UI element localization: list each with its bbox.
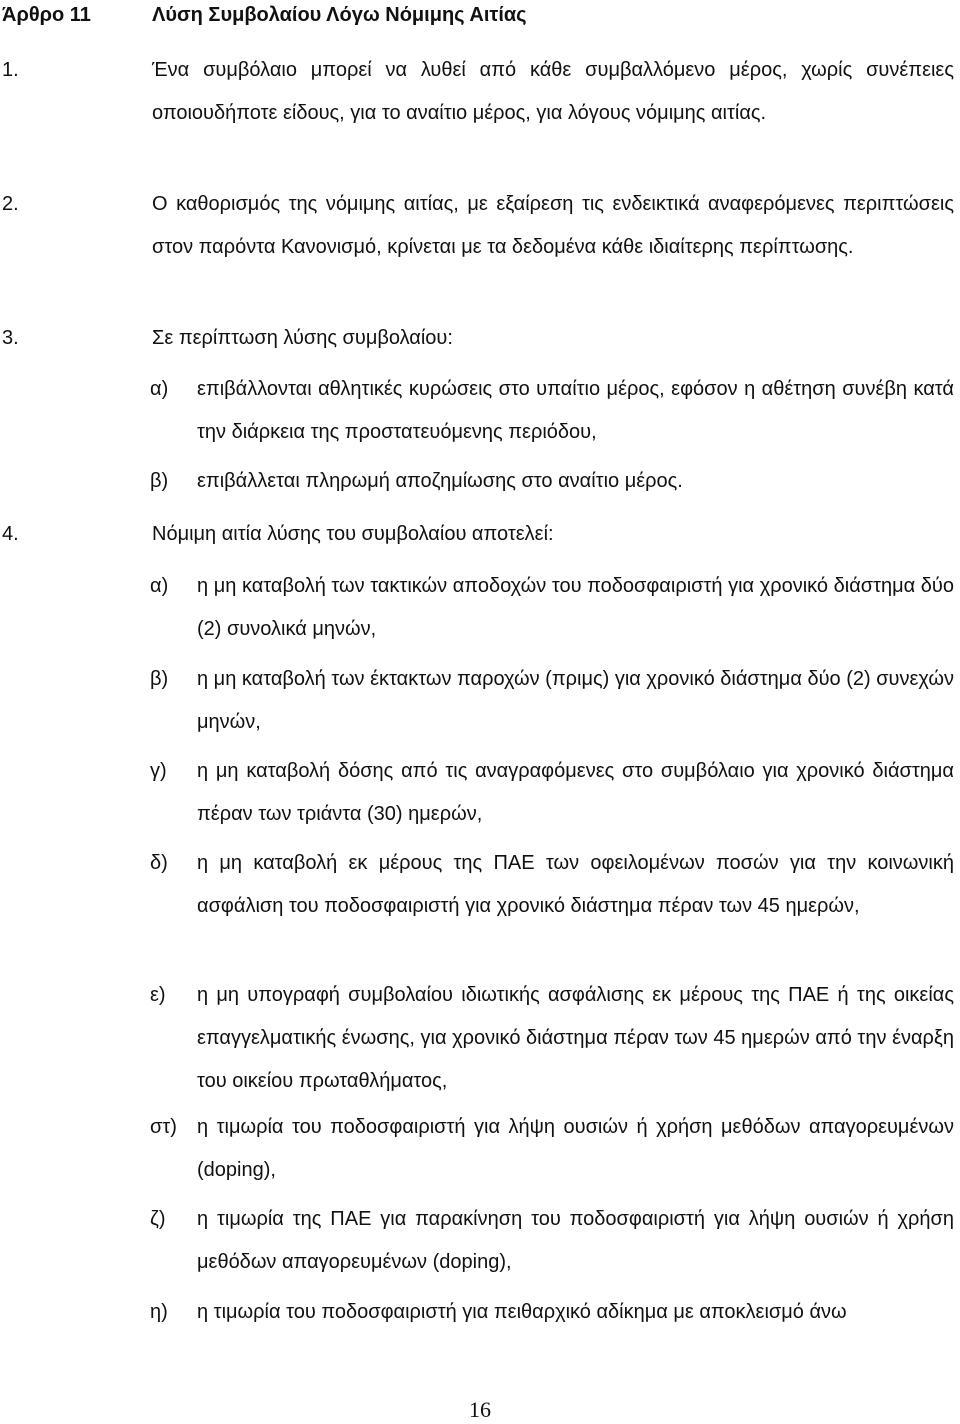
list-item-text: η μη καταβολή των τακτικών αποδοχών του ποδοσφαιριστή για χρονικό διάστημα δύο (2) συνολικά μηνών, bbox=[197, 575, 954, 640]
list-item bbox=[150, 974, 954, 1103]
list-item bbox=[150, 842, 954, 928]
list-item-text: η τιμωρία του ποδοσφαιριστή για λήψη ουσιών ή χρήση μεθόδων απαγορευμένων (doping), bbox=[197, 1116, 954, 1181]
list-item-marker: γ) bbox=[150, 760, 167, 782]
paragraph-text: Σε περίπτωση λύσης συμβολαίου: bbox=[152, 327, 453, 349]
list-item-marker: δ) bbox=[150, 852, 168, 874]
list-item-text: επιβάλλονται αθλητικές κυρώσεις στο υπαίτιο μέρος, εφόσον η αθέτηση συνέβη κατά την διάρκεια της προστατευόμενης περιόδου, bbox=[197, 378, 954, 443]
list-item bbox=[150, 750, 954, 836]
paragraph-text: Ένα συμβόλαιο μπορεί να λυθεί από κάθε συμβαλλόμενο μέρος, χωρίς συνέπειες οποιουδήποτε είδους, για το αναίτιο μέρος, για λόγους νόμιμης αιτίας. bbox=[152, 59, 954, 124]
list-item-marker: α) bbox=[150, 378, 169, 400]
list-item bbox=[150, 1198, 954, 1284]
list-item bbox=[150, 658, 954, 744]
list-item-marker: β) bbox=[150, 470, 169, 492]
list-item bbox=[150, 368, 954, 454]
list-item-marker: ε) bbox=[150, 984, 166, 1006]
paragraph-2 bbox=[2, 183, 954, 269]
paragraph-number: 1. bbox=[2, 59, 19, 81]
paragraph-3 bbox=[2, 317, 954, 360]
paragraph-text: Ο καθορισμός της νόμιμης αιτίας, με εξαίρεση τις ενδεικτικά αναφερόμενες περιπτώσεις στον παρόντα Κανονισμό, κρίνεται με τα δεδομένα κάθε ιδιαίτερης περίπτωσης. bbox=[152, 193, 954, 258]
list-item-text: επιβάλλεται πληρωμή αποζημίωσης στο αναίτιο μέρος. bbox=[197, 470, 683, 492]
list-item-marker: στ) bbox=[150, 1116, 177, 1138]
list-item-text: η μη υπογραφή συμβολαίου ιδιωτικής ασφάλισης εκ μέρους της ΠΑΕ ή της οικείας επαγγελματικής ένωσης, για χρονικό διάστημα πέραν των 45 ημερών από την έναρξη του οικείου πρωταθλήματος, bbox=[197, 984, 954, 1092]
list-item-text: η τιμωρία του ποδοσφαιριστή για πειθαρχικό αδίκημα με αποκλεισμό άνω bbox=[197, 1301, 847, 1323]
paragraph-number: 2. bbox=[2, 193, 19, 215]
list-item-text: η μη καταβολή εκ μέρους της ΠΑΕ των οφειλομένων ποσών για την κοινωνική ασφάλιση του ποδοσφαιριστή για χρονικό διάστημα πέραν των 45 ημερών, bbox=[197, 852, 954, 917]
list-item-text: η μη καταβολή των έκτακτων παροχών (πριμς) για χρονικό διάστημα δύο (2) συνεχών μηνών, bbox=[197, 668, 954, 733]
article-title: Λύση Συμβολαίου Λόγω Νόμιμης Αιτίας bbox=[152, 4, 527, 26]
list-item-marker: η) bbox=[150, 1301, 168, 1323]
list-item-marker: β) bbox=[150, 668, 169, 690]
page-number: 16 bbox=[469, 1397, 491, 1422]
list-item-text: η τιμωρία της ΠΑΕ για παρακίνηση του ποδοσφαιριστή για λήψη ουσιών ή χρήση μεθόδων απαγορευμένων (doping), bbox=[197, 1208, 954, 1273]
list-item bbox=[150, 1291, 954, 1334]
paragraph-text: Νόμιμη αιτία λύσης του συμβολαίου αποτελεί: bbox=[152, 523, 554, 545]
list-item-text: η μη καταβολή δόσης από τις αναγραφόμενες στο συμβόλαιο για χρονικό διάστημα πέραν των τριάντα (30) ημερών, bbox=[197, 760, 954, 825]
article-number: Άρθρο 11 bbox=[2, 4, 91, 26]
paragraph-number: 3. bbox=[2, 327, 19, 349]
list-item bbox=[150, 460, 954, 503]
list-item-marker: ζ) bbox=[150, 1208, 166, 1230]
paragraph-number: 4. bbox=[2, 523, 19, 545]
paragraph-1 bbox=[2, 49, 954, 135]
paragraph-4 bbox=[2, 513, 954, 556]
list-item bbox=[150, 565, 954, 651]
list-item bbox=[150, 1106, 954, 1192]
list-item-marker: α) bbox=[150, 575, 169, 597]
